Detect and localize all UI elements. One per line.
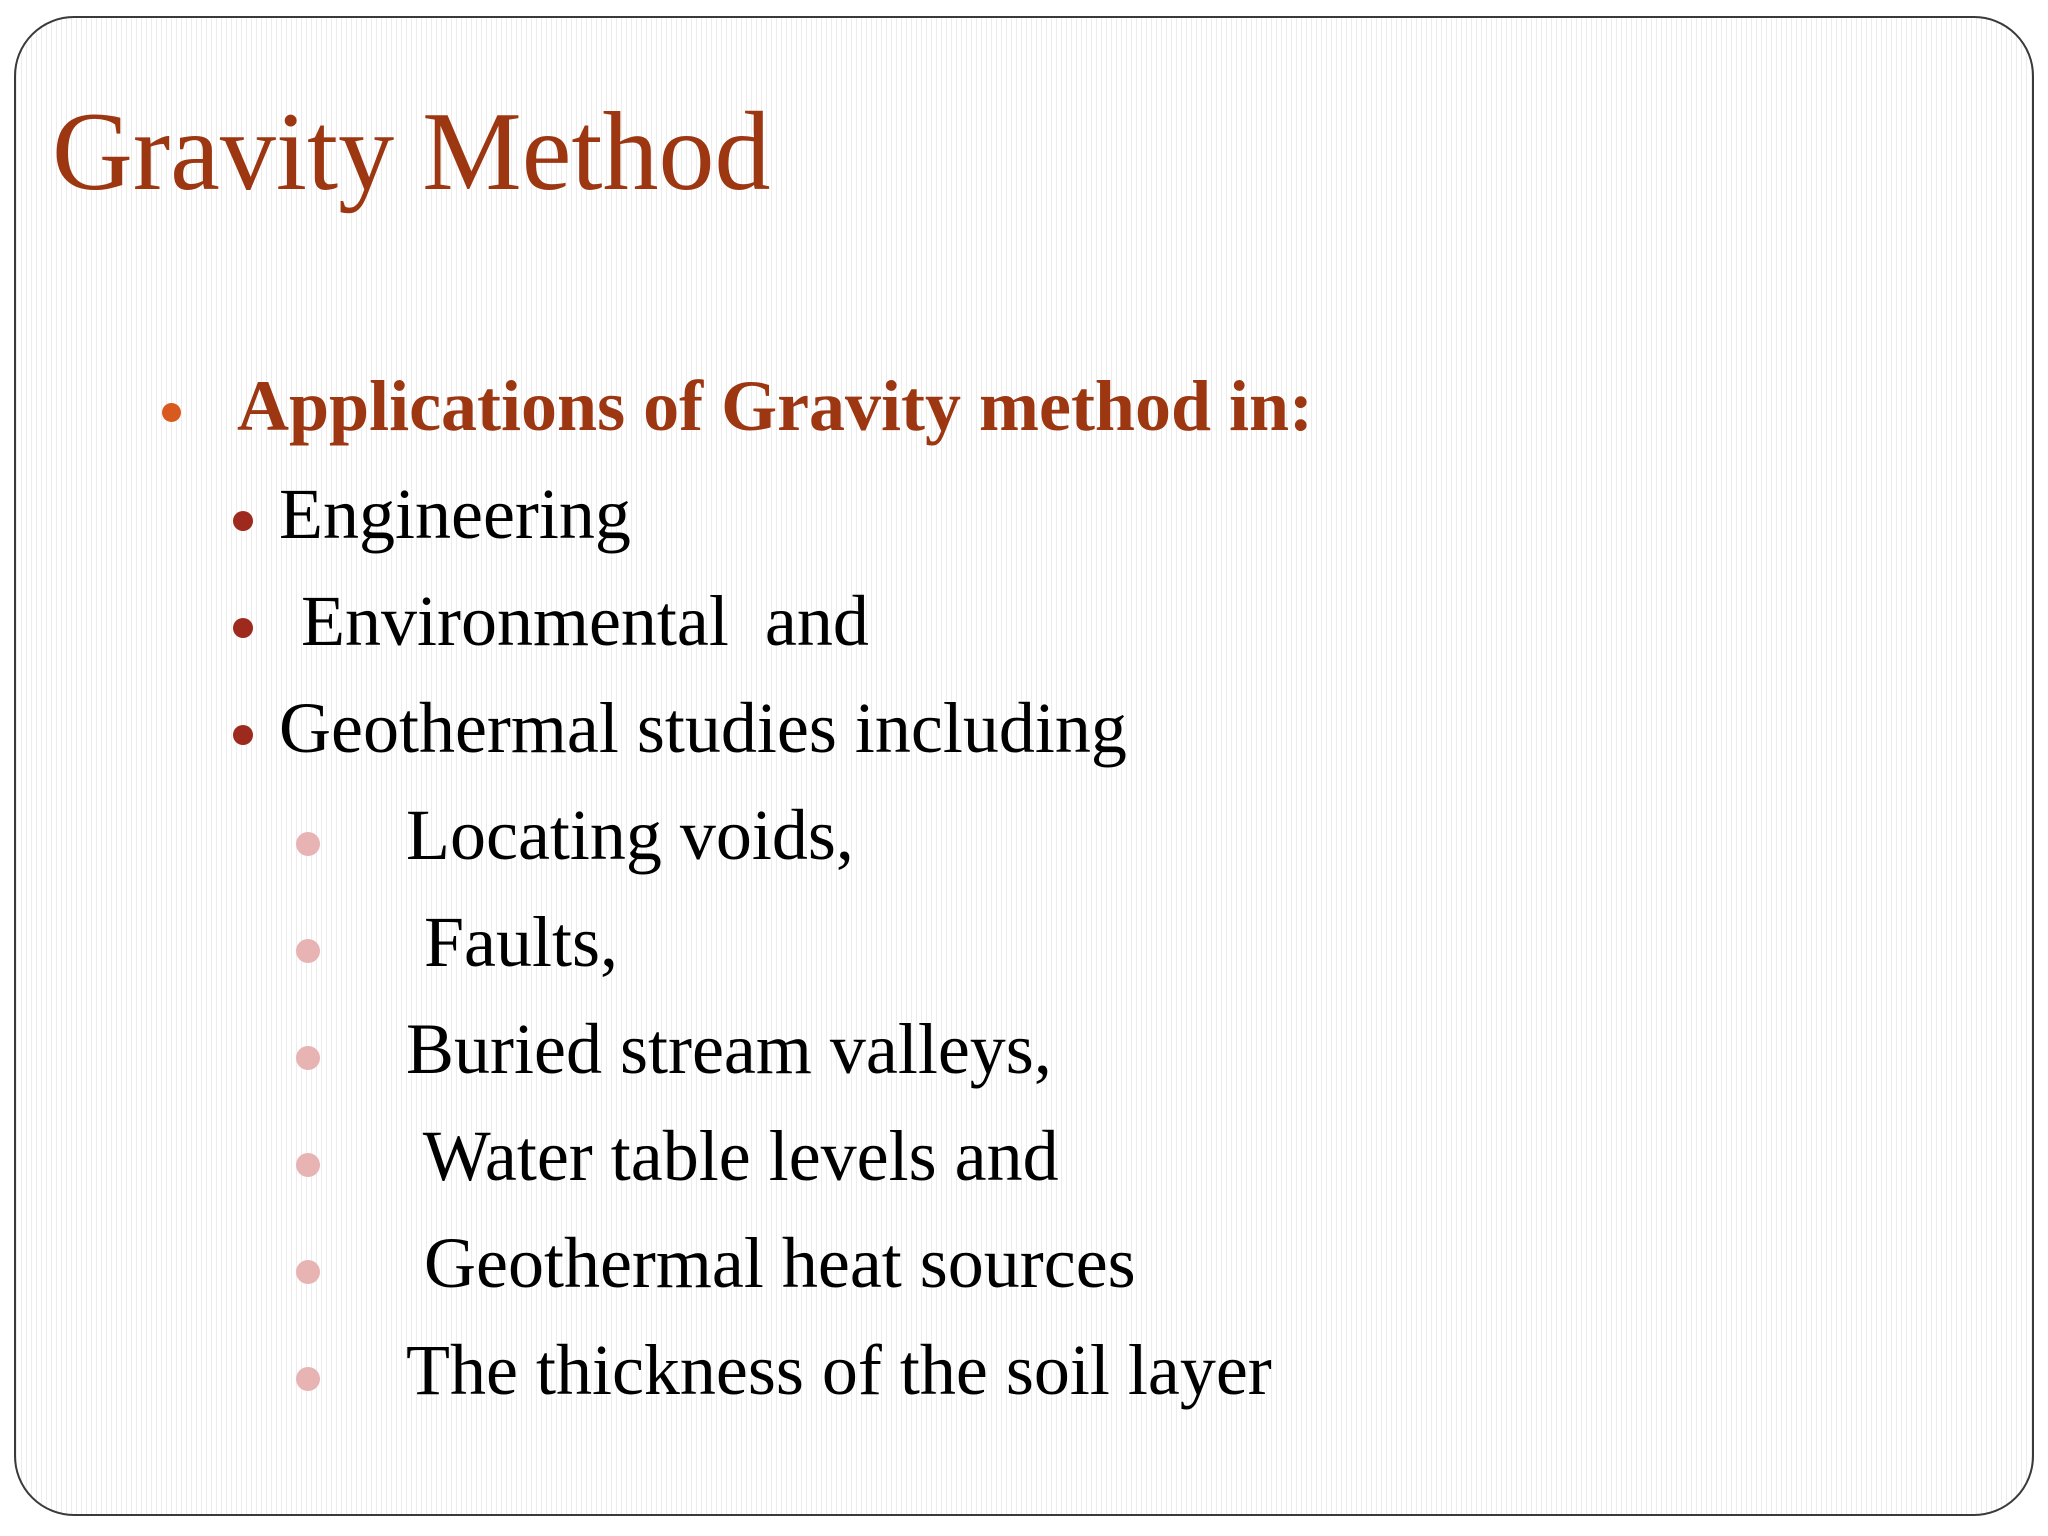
application-text: Faults, xyxy=(406,902,619,982)
bullet-dot-icon xyxy=(233,511,253,531)
bullet-dot-icon xyxy=(296,939,320,963)
bullet-dot-icon xyxy=(296,832,320,856)
application-bullet-soil-layer xyxy=(282,1330,1272,1410)
application-bullet-stream-valleys xyxy=(282,1009,1052,1089)
bullet-dot-icon xyxy=(296,1153,320,1177)
bullet-dot-icon xyxy=(233,618,253,638)
field-text: Geothermal studies including xyxy=(279,688,1127,768)
application-bullet-water-table xyxy=(282,1116,1059,1196)
application-bullet-heat-sources xyxy=(282,1223,1136,1303)
application-bullet-faults xyxy=(282,902,619,982)
field-text: Environmental and xyxy=(283,581,869,661)
slide xyxy=(14,16,2034,1516)
bullet-dot-icon xyxy=(296,1260,320,1284)
bullet-dot-icon xyxy=(296,1046,320,1070)
field-text: Engineering xyxy=(279,474,631,554)
field-bullet-engineering xyxy=(221,474,631,554)
application-text: Buried stream valleys, xyxy=(406,1009,1052,1089)
application-bullet-voids xyxy=(282,795,854,875)
heading-text: Applications of Gravity method in: xyxy=(237,366,1314,446)
application-text: Water table levels and xyxy=(406,1116,1059,1196)
application-text: Geothermal heat sources xyxy=(406,1223,1136,1303)
bullet-list xyxy=(16,18,2032,1514)
bullet-dot-icon xyxy=(162,403,181,422)
application-text: Locating voids, xyxy=(406,795,854,875)
slide-title: Gravity Method xyxy=(52,90,771,214)
bullet-dot-icon xyxy=(296,1367,320,1391)
field-bullet-environmental xyxy=(221,581,869,661)
heading-bullet xyxy=(151,366,1314,446)
application-text: The thickness of the soil layer xyxy=(406,1330,1272,1410)
field-bullet-geothermal xyxy=(221,688,1127,768)
bullet-dot-icon xyxy=(233,725,253,745)
